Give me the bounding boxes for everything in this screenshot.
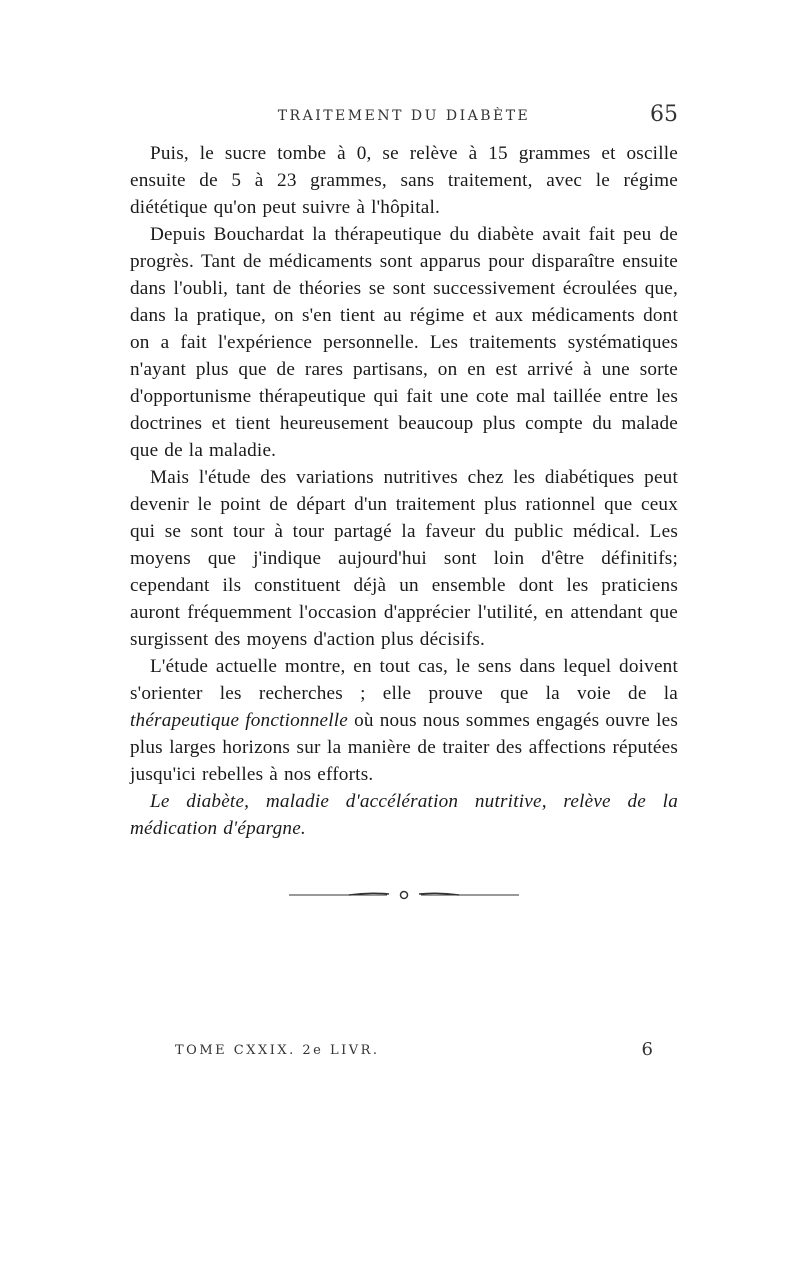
- paragraph-3: Mais l'étude des variations nutritives chez les diabétiques peut devenir le point de départ d'un traitement plus rationnel que ceux qui se sont tour à tour partagé la faveur du public médical. Les moyens que j'indique aujourd'hui sont loin d'être définitifs; cependant ils constituent déjà un ensemble dont les praticiens auront fréquemment l'occasion d'apprécier l'utilité, en attendant que surgissent des moyens d'action plus décisifs.: [130, 467, 678, 650]
- paragraph-2: Depuis Bouchardat la thérapeutique du diabète avait fait peu de progrès. Tant de médicaments sont apparus pour disparaître ensuite dans l'oubli, tant de théories se sont successivement écroulées que, dans la pratique, on s'en tient au régime et aux médicaments dont on a fait l'expérience personnelle. Les traitements systématiques n'ayant plus que de rares partisans, on en est arrivé à une sorte d'opportunisme thérapeutique qui fait une cote mal taillée entre les doctrines et tient heureusement beaucoup plus compte du malade que de la maladie.: [130, 224, 678, 461]
- paragraph-4: [130, 653, 678, 788]
- page-number: 65: [650, 102, 678, 127]
- paragraph-4-emphasis: thérapeutique fonctionnelle: [130, 710, 349, 731]
- footer-sheet-number: 6: [641, 1039, 653, 1060]
- ornament-divider-icon: [289, 888, 519, 902]
- conclusion: Le diabète, maladie d'accélération nutritive, relève de la médication d'épargne.: [130, 791, 678, 839]
- paragraph-1: Puis, le sucre tombe à 0, se relève à 15 grammes et oscille ensuite de 5 à 23 grammes, sans traitement, avec le régime diététique qu'on peut suivre à l'hôpital.: [130, 143, 678, 218]
- running-title: TRAITEMENT DU DIABÈTE: [277, 108, 531, 124]
- paragraph-4-after: où nous nous sommes engagés ouvre les plus larges horizons sur la manière de traiter des affections réputées jusqu'ici rebelles à nos efforts.: [130, 710, 678, 785]
- body-text: [130, 140, 678, 842]
- footer-signature: TOME CXXIX. 2e LIVR.: [175, 1043, 380, 1058]
- book-page: [130, 100, 678, 902]
- running-header: [130, 100, 678, 140]
- paragraph-4-before: L'étude actuelle montre, en tout cas, le sens dans lequel doivent s'orienter les recherches ; elle prouve que la voie de la: [130, 656, 678, 704]
- page-footer: [175, 1039, 653, 1069]
